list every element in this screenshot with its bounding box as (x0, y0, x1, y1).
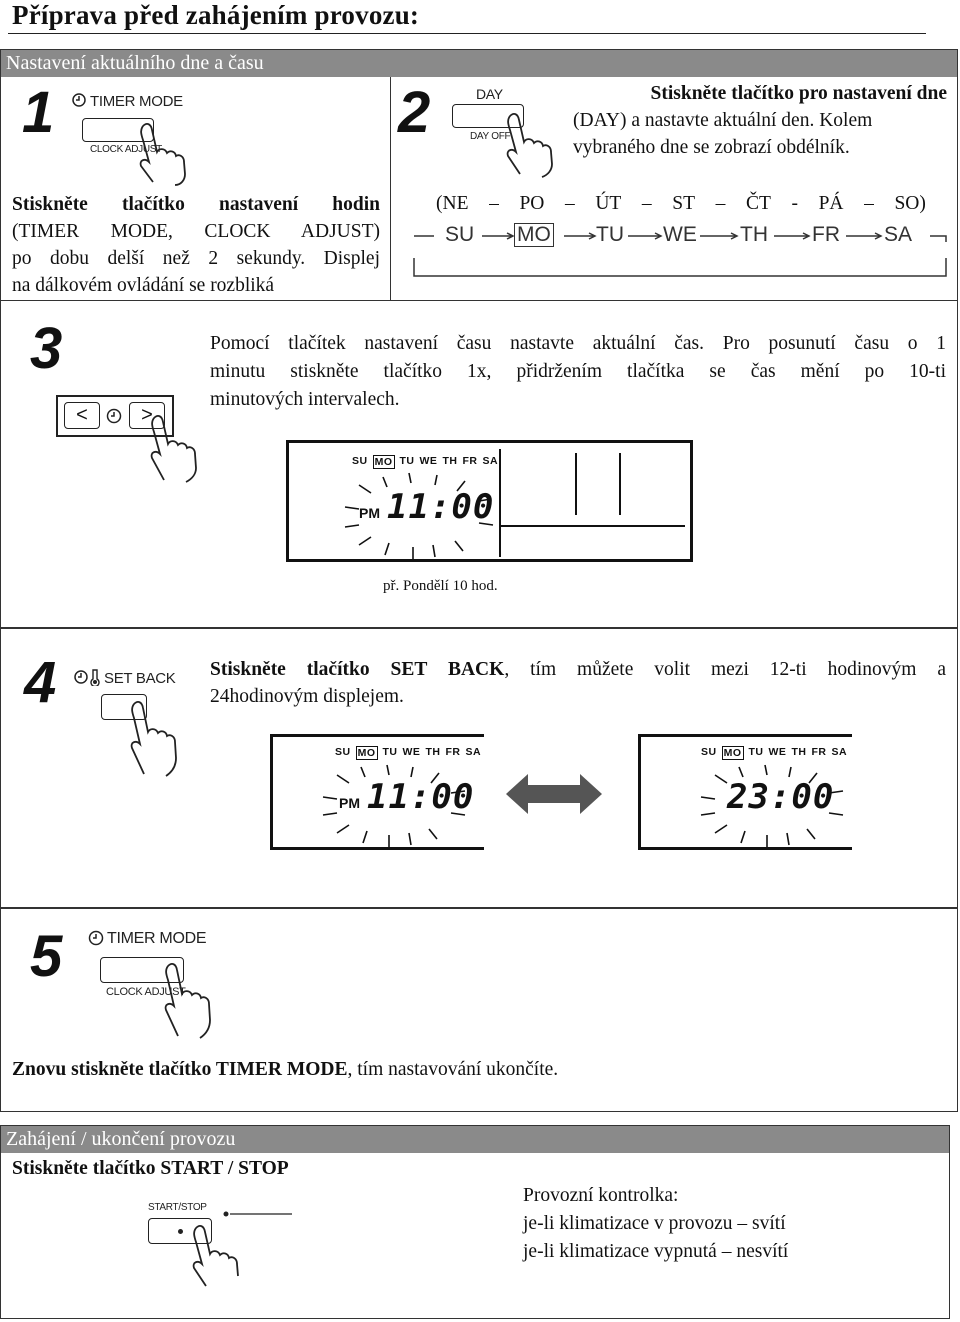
remote-lcd-display (286, 440, 693, 562)
indicator-off-text: je-li klimatizace vypnutá – nesvítí (523, 1241, 789, 1262)
step-4-number: 4 (24, 650, 57, 715)
day-off-label: DAY OFF (470, 131, 511, 142)
step-2-number: 2 (398, 80, 431, 145)
day-th: TH (740, 223, 768, 246)
lcd-caption: př. Pondělí 10 hod. (383, 578, 498, 594)
step-4-text-line-1: Stiskněte tlačítko SET BACK, tím můžete volit mezi 12-ti hodinovým a (210, 659, 946, 680)
start-stop-label: START/STOP (148, 1202, 207, 1213)
lcd-day-row: SU MO TU WE TH FR SA (701, 746, 848, 759)
day-label: DAY (476, 86, 503, 102)
timer-mode-label: TIMER MODE (90, 93, 183, 110)
day-mo-selected: MO (514, 223, 554, 247)
indicator-title: Provozní kontrolka: (523, 1185, 679, 1206)
step-5-number: 5 (30, 924, 63, 989)
section-start-stop-header: Zahájení / ukončení provozu (1, 1126, 949, 1153)
clock-icon (88, 930, 104, 946)
step-divider-horizontal (1, 300, 957, 301)
pointing-hand-icon (126, 700, 188, 778)
lcd-time: 11:00 (367, 777, 475, 817)
step-3-text-line-1: Pomocí tlačítek nastavení času nastavte aktuální čas. Pro posunutí času o 1 (210, 333, 946, 354)
clock-icon (72, 93, 86, 107)
step-2-text-line-3: vybraného dne se zobrazí obdélník. (573, 137, 850, 158)
lcd-12h-display (270, 734, 484, 850)
step-5-text: Znovu stiskněte tlačítko TIMER MODE, tím nastavování ukončíte. (12, 1059, 559, 1080)
clock-adjust-label: CLOCK ADJUST (90, 144, 162, 155)
clock-icon (74, 670, 88, 684)
title-underline (8, 33, 926, 34)
pointing-hand-icon (188, 1224, 242, 1290)
pointing-hand-icon (160, 962, 226, 1040)
step-2-text-line-2: (DAY) a nastavte aktuální den. Kolem (573, 110, 873, 131)
indicator-on-text: je-li klimatizace v provozu – svítí (523, 1213, 786, 1234)
day-we: WE (663, 223, 697, 246)
step-1-line-2: (TIMER MODE, CLOCK ADJUST) (12, 221, 380, 242)
czech-days-row: (NE – PO – ÚT – ST – ČT - PÁ – SO) (436, 193, 926, 214)
start-stop-instruction: Stiskněte tlačítko START / STOP (12, 1158, 289, 1179)
day-su: SU (445, 223, 475, 246)
clock-adjust-label: CLOCK ADJUST (106, 986, 186, 998)
lcd-time: 23:00 (727, 777, 835, 817)
lcd-24h-display (638, 734, 852, 850)
step-3-text-line-2: minutu stiskněte tlačítko 1x, přidržením tlačítka se čas mění po 10-ti (210, 361, 946, 382)
lcd-segment (501, 525, 685, 527)
indicator-lamp-icon (222, 1205, 292, 1213)
step-1-line-3: po dobu delší než 2 sekundy. Displej (12, 248, 380, 269)
thermometer-icon (90, 668, 100, 686)
step-2-text-bold: Stiskněte tlačítko pro nastavení dne (650, 83, 947, 104)
lcd-day-row: SU MO TU WE TH FR SA (335, 746, 482, 759)
step-1-line-1: Stiskněte tlačítko nastavení hodin (12, 194, 380, 215)
pointing-hand-icon (502, 112, 562, 178)
step-4-text-line-2: 24hodinovým displejem. (210, 686, 404, 707)
lcd-segment (499, 449, 501, 557)
timer-mode-label: TIMER MODE (107, 930, 207, 947)
set-back-label: SET BACK (104, 670, 176, 687)
page-title: Příprava před zahájením provozu: (12, 0, 420, 30)
time-up-label: > (141, 404, 153, 426)
pointing-hand-icon (146, 414, 212, 484)
lcd-time: 11:00 (387, 487, 495, 527)
step-1-number: 1 (22, 80, 55, 145)
lcd-day-row: SU MO TU WE TH FR SA (352, 455, 499, 468)
section-day-time-header: Nastavení aktuálního dne a času (1, 50, 957, 77)
step-3-number: 3 (30, 316, 63, 381)
lcd-pm-indicator: PM (359, 505, 380, 521)
step-1-line-4: na dálkovém ovládání se rozbliká (12, 275, 275, 296)
lcd-pm-indicator: PM (339, 795, 360, 811)
day-fr: FR (812, 223, 840, 246)
step-divider-vertical (390, 77, 391, 300)
day-cycle-diagram (410, 220, 948, 278)
time-down-label: < (76, 404, 88, 426)
lcd-segment (619, 453, 621, 515)
lcd-segment (575, 453, 577, 515)
clock-icon (106, 408, 122, 424)
time-down-button[interactable] (64, 402, 100, 429)
day-sa: SA (884, 223, 913, 246)
pointing-hand-icon (135, 122, 205, 186)
step-3-text-line-3: minutových intervalech. (210, 389, 400, 410)
toggle-double-arrow-icon (504, 772, 604, 816)
day-tu: TU (596, 223, 624, 246)
